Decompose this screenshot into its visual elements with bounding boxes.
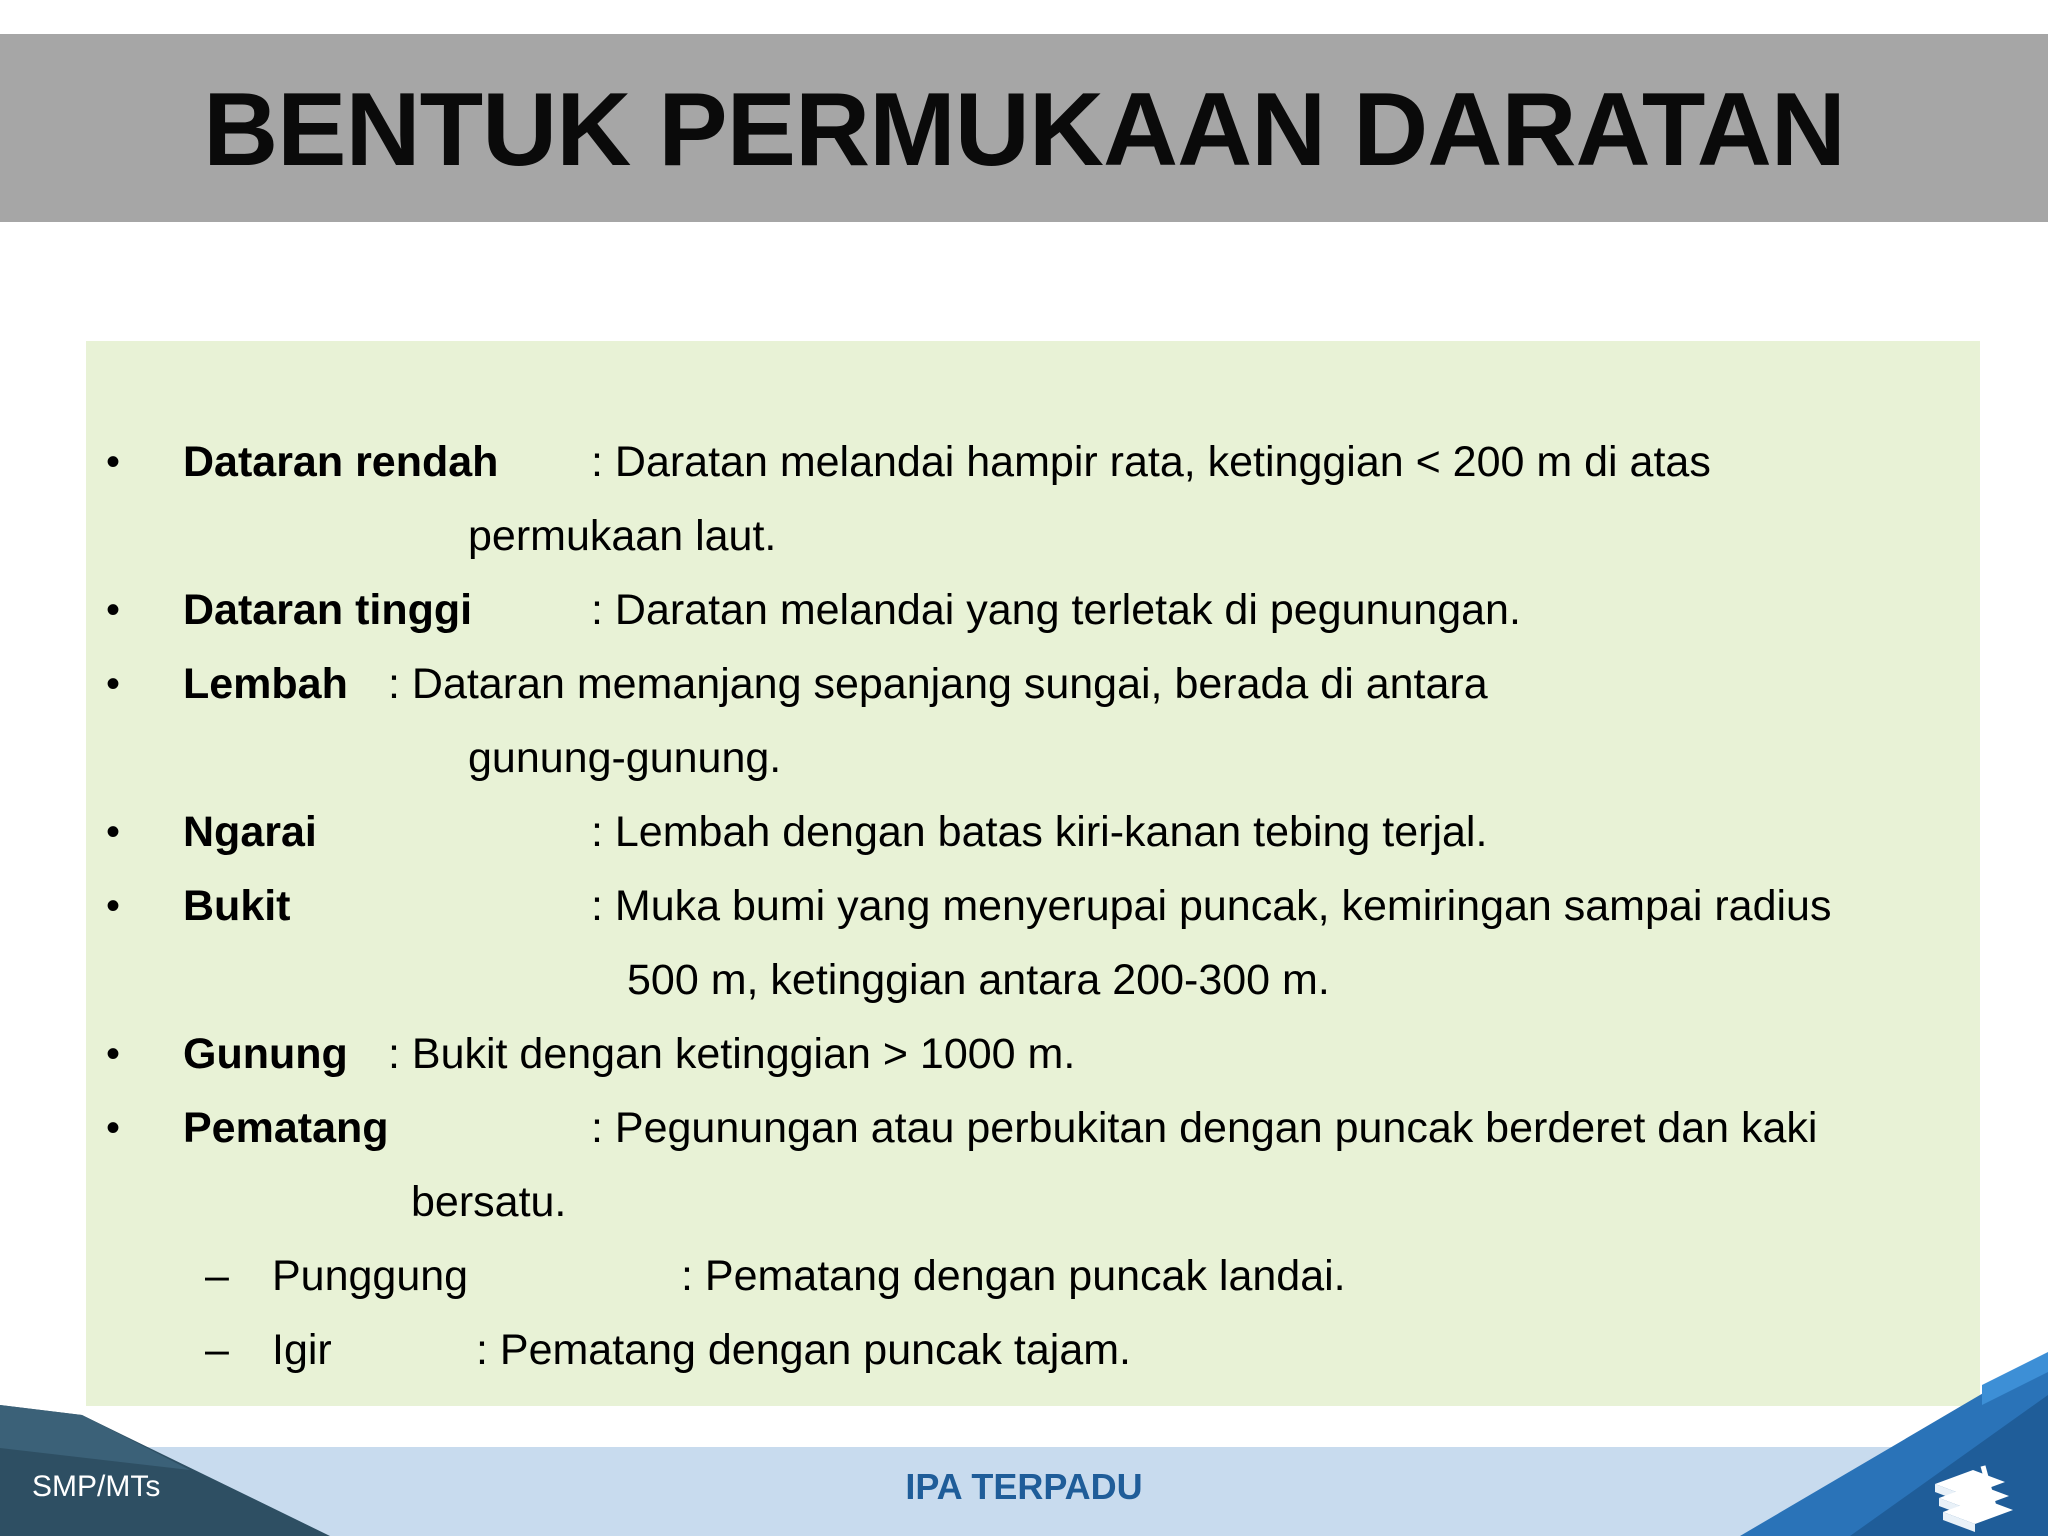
desc-cont-lembah: gunung-gunung. [468,734,782,782]
bullet-dataran-tinggi: • [106,588,121,632]
term-gunung: Gunung [183,1030,348,1078]
desc-dataran-tinggi: : Daratan melandai yang terletak di pegunungan. [591,586,1521,634]
desc-ngarai: : Lembah dengan batas kiri-kanan tebing terjal. [591,808,1488,856]
footer-school-level: SMP/MTs [32,1470,161,1503]
desc-cont-pematang: bersatu. [411,1178,567,1226]
desc-cont-bukit: 500 m, ketinggian antara 200-300 m. [627,956,1330,1004]
term-lembah: Lembah [183,660,348,708]
desc-bukit: : Muka bumi yang menyerupai puncak, kemiringan sampai radius [591,882,1832,930]
term-dataran-rendah: Dataran rendah [183,438,499,486]
term-igir: Igir [272,1326,332,1374]
desc-gunung: : Bukit dengan ketinggian > 1000 m. [388,1030,1076,1078]
desc-pematang: : Pegunungan atau perbukitan dengan puncak berderet dan kaki [591,1104,1818,1152]
desc-punggung: : Pematang dengan puncak landai. [681,1252,1346,1300]
bullet-pematang: • [106,1106,121,1150]
slide-title: BENTUK PERMUKAAN DARATAN [203,71,1845,188]
term-bukit: Bukit [183,882,291,930]
bullet-gunung: • [106,1032,121,1076]
term-punggung: Punggung [272,1252,469,1300]
dash-punggung: – [205,1252,229,1300]
desc-igir: : Pematang dengan puncak tajam. [476,1326,1131,1374]
bullet-lembah: • [106,662,121,706]
footer-subject: IPA TERPADU [905,1466,1143,1507]
desc-dataran-rendah: : Daratan melandai hampir rata, ketinggian < 200 m di atas [591,438,1711,486]
bullet-dataran-rendah: • [106,440,121,484]
bullet-ngarai: • [106,810,121,854]
desc-cont-dataran-rendah: permukaan laut. [468,512,777,560]
bullet-bukit: • [106,884,121,928]
term-dataran-tinggi: Dataran tinggi [183,586,473,634]
term-ngarai: Ngarai [183,808,317,856]
dash-igir: – [205,1326,229,1374]
term-pematang: Pematang [183,1104,389,1152]
desc-lembah: : Dataran memanjang sepanjang sungai, berada di antara [388,660,1488,708]
